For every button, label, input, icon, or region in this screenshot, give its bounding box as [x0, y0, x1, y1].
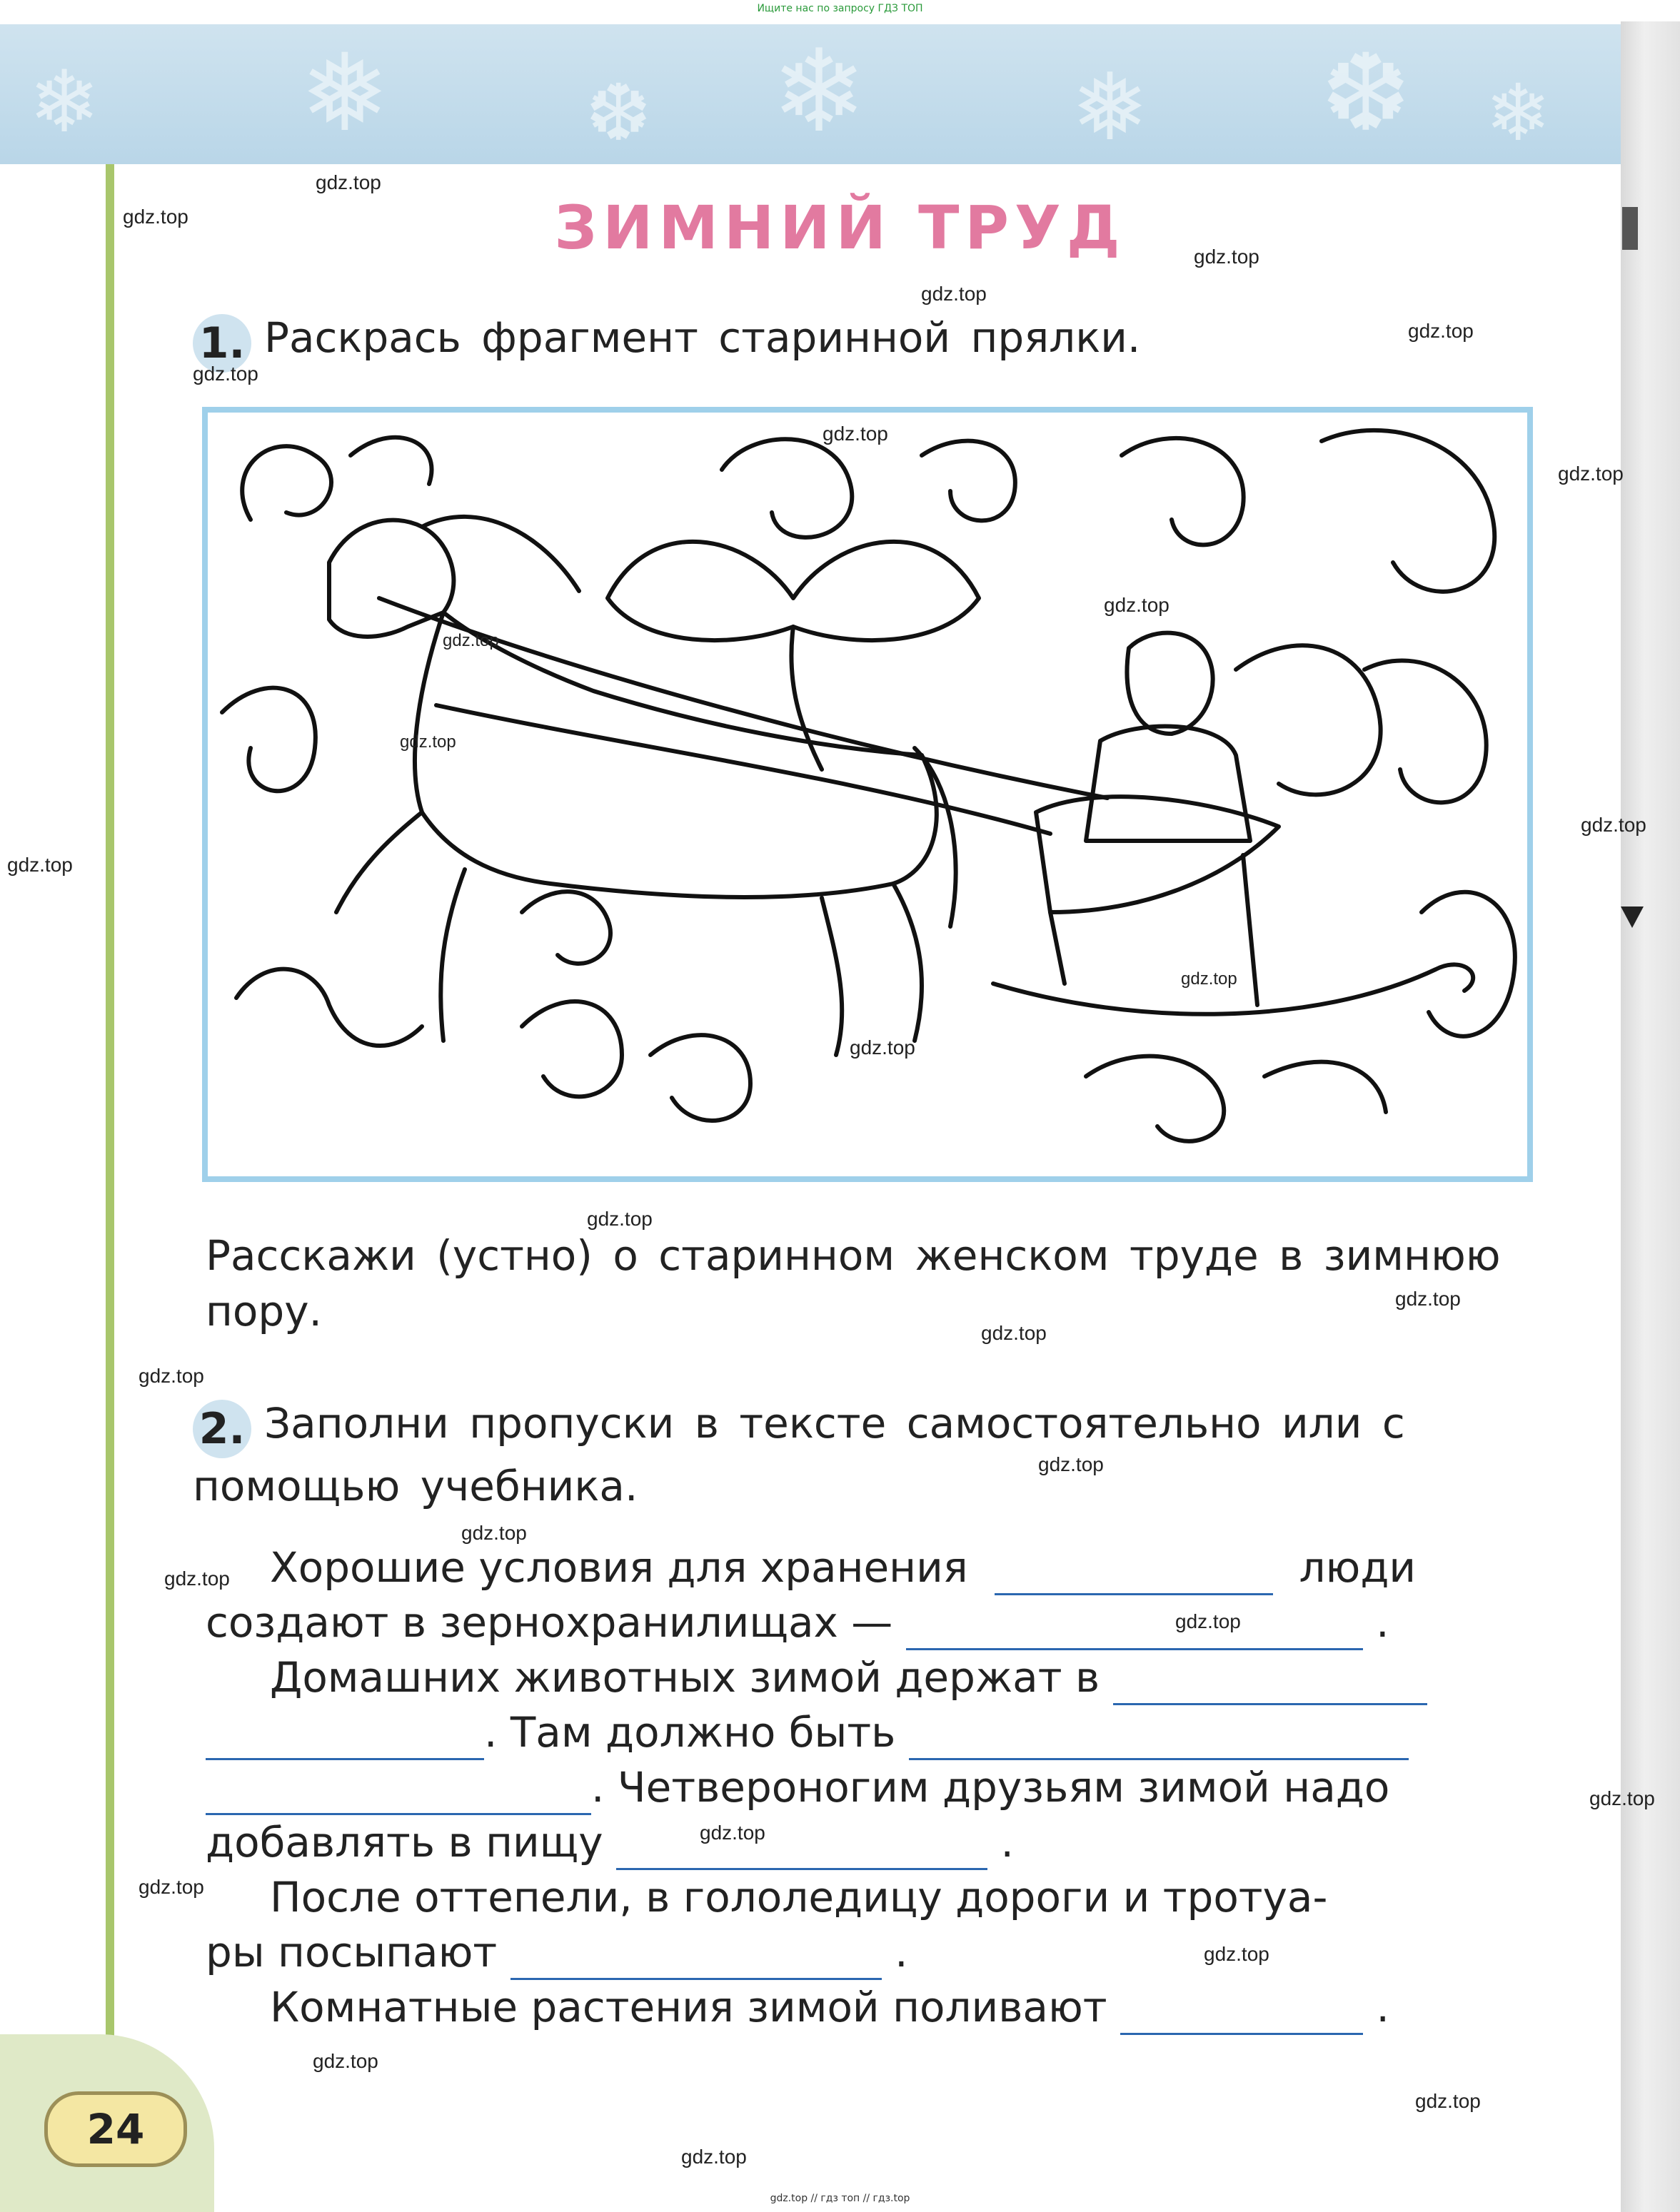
ornament-flower	[1364, 660, 1487, 802]
text-line: Комнатные растения зимой поливают .	[206, 1980, 1534, 2035]
page-title: ЗИМНИЙ ТРУД	[554, 193, 1126, 263]
text-line: Хорошие условия для хранения люди	[206, 1540, 1534, 1595]
watermark: gdz.top	[823, 423, 888, 445]
shaft	[436, 705, 1050, 834]
sleigh-horse-ornament-icon	[208, 413, 1527, 1176]
watermark: gdz.top	[587, 1208, 653, 1230]
text-line: ры посыпают .	[206, 1925, 1534, 1980]
answer-blank-6[interactable]	[206, 1774, 591, 1815]
watermark: gdz.top	[1175, 1610, 1241, 1632]
margin-line	[106, 164, 114, 2127]
header-snowflake-band	[0, 24, 1621, 164]
watermark: gdz.top	[1104, 594, 1170, 616]
task2-heading	[193, 1395, 1535, 1514]
task2-text: Заполни пропуски в тексте самостоятельно или с помощью учебника.	[193, 1399, 1405, 1510]
watermark: gdz.top	[313, 2050, 378, 2072]
coloring-picture[interactable]	[202, 407, 1533, 1182]
text-line: добавлять в пищу .	[206, 1815, 1534, 1870]
ornament-leaf	[522, 1001, 622, 1096]
edge-arrow-marker	[1621, 906, 1644, 928]
snowflake-icon: ❄	[1485, 67, 1551, 158]
watermark: gdz.top	[921, 283, 987, 305]
watermark: gdz.top	[1194, 246, 1259, 268]
ornament-curl	[351, 438, 431, 484]
watermark: gdz.top	[850, 1036, 915, 1059]
ornament-leaf	[1086, 1056, 1224, 1141]
snowflake-icon: ❆	[585, 67, 652, 158]
answer-blank-7[interactable]	[616, 1829, 987, 1870]
watermark: gdz.top	[139, 1365, 204, 1387]
watermark: gdz.top	[400, 732, 456, 752]
watermark: gdz.top	[1415, 2090, 1481, 2112]
reins	[379, 598, 1107, 798]
answer-blank-8[interactable]	[510, 1939, 882, 1980]
ornament-curl	[242, 446, 331, 520]
ornament-stem	[791, 627, 822, 769]
watermark: gdz.top	[1589, 1787, 1655, 1809]
watermark: gdz.top	[123, 206, 188, 228]
ornament-leaf	[1422, 892, 1515, 1036]
snowflake-icon: ❄	[29, 53, 101, 152]
watermark: gdz.top	[1204, 1943, 1269, 1965]
ornament-leaf	[650, 1035, 750, 1121]
text-line: создают в зернохранилищах — .	[206, 1595, 1534, 1650]
watermark: gdz.top	[139, 1876, 204, 1898]
ornament-flower	[722, 439, 852, 537]
task1-text: Раскрась фрагмент старинной прялки.	[264, 313, 1141, 362]
fill-in-text	[206, 1540, 1534, 2035]
watermark: gdz.top	[443, 631, 499, 650]
answer-blank-4[interactable]	[206, 1719, 484, 1760]
ornament-curl	[522, 892, 610, 964]
task1-oral: Расскажи (устно) о старинном женском труде в зимнюю пору.	[206, 1231, 1501, 1335]
snowflake-icon: ❅	[1071, 53, 1149, 161]
bottom-note: gdz.top // гдз топ // гдз.top	[770, 2193, 910, 2204]
dog	[236, 969, 422, 1046]
watermark: gdz.top	[316, 171, 381, 193]
task2-number: 2.	[193, 1400, 251, 1458]
answer-blank-5[interactable]	[909, 1719, 1409, 1760]
answer-blank-2[interactable]	[906, 1610, 1363, 1650]
top-note: Ищите нас по запросу ГДЗ ТОП	[757, 3, 923, 14]
ornament-flower	[1122, 438, 1244, 545]
watermark: gdz.top	[1408, 320, 1474, 342]
watermark: gdz.top	[1395, 1288, 1461, 1310]
snowflake-icon: ❆	[1321, 31, 1411, 156]
text-line: После оттепели, в гололедицу дороги и тротуа-	[270, 1873, 1328, 1921]
ornament-leaf	[222, 688, 316, 792]
watermark: gdz.top	[7, 854, 73, 876]
watermark: gdz.top	[981, 1322, 1047, 1344]
watermark: gdz.top	[1038, 1453, 1104, 1475]
coachman-body	[1086, 727, 1250, 841]
watermark: gdz.top	[1581, 814, 1646, 836]
page-number: 24	[44, 2091, 187, 2167]
ornament-curl	[1322, 430, 1494, 592]
ornament-flower	[922, 441, 1015, 521]
horse-legs	[336, 812, 922, 1055]
task1-heading	[193, 310, 1140, 373]
sleigh-back-ornament	[1236, 645, 1381, 794]
watermark: gdz.top	[164, 1567, 230, 1590]
text-line: . Четвероногим друзьям зимой надо	[206, 1760, 1534, 1815]
next-page-edge	[1621, 21, 1680, 2212]
answer-blank-3[interactable]	[1113, 1665, 1427, 1705]
watermark: gdz.top	[193, 363, 258, 385]
watermark: gdz.top	[1558, 463, 1624, 485]
watermark: gdz.top	[681, 2146, 747, 2168]
ornament-curl	[1264, 1062, 1386, 1112]
watermark: gdz.top	[1181, 969, 1237, 989]
snowflake-icon: ❄	[771, 24, 867, 158]
text-line: . Там должно быть	[206, 1705, 1534, 1760]
answer-blank-1[interactable]	[995, 1555, 1273, 1595]
horse-body	[415, 612, 937, 897]
watermark: gdz.top	[461, 1522, 527, 1544]
text-line: Домашних животных зимой держат в	[206, 1650, 1534, 1705]
task1-number: 1.	[193, 314, 251, 373]
answer-blank-9[interactable]	[1120, 1994, 1363, 2035]
coachman-head	[1127, 633, 1213, 734]
snowflake-icon: ❅	[300, 31, 390, 156]
watermark: gdz.top	[700, 1822, 765, 1844]
